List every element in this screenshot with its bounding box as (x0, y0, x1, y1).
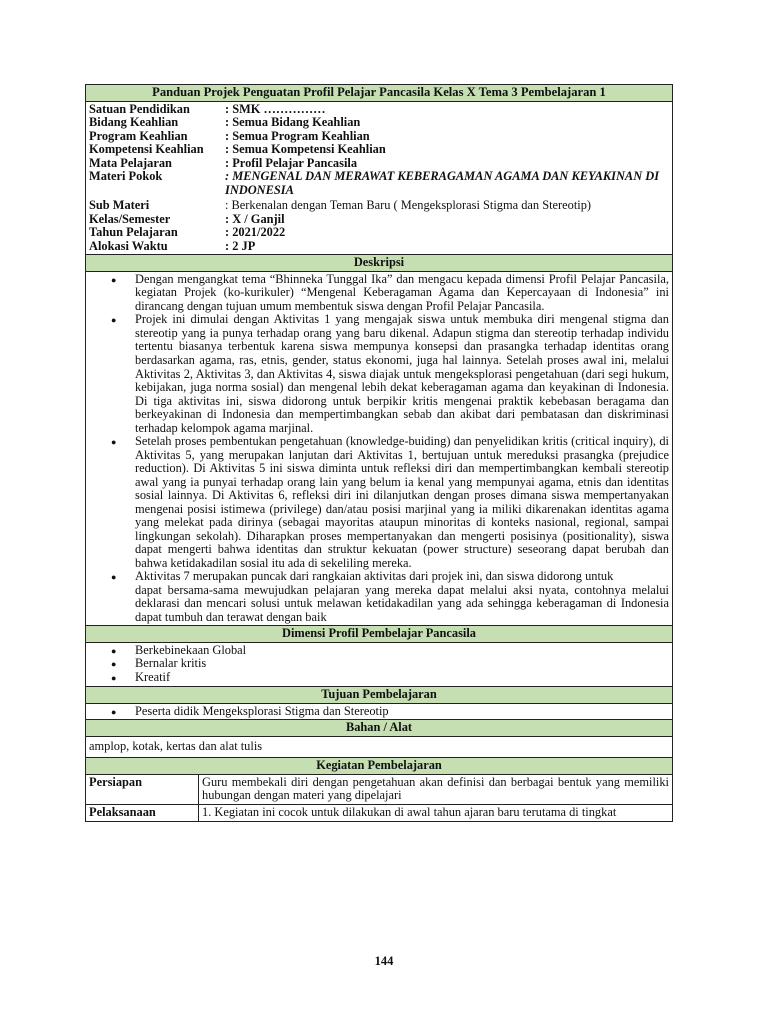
deskripsi-heading: Deskripsi (86, 255, 673, 272)
bahan-text: amplop, kotak, kertas dan alat tulis (86, 736, 673, 758)
info-row (89, 213, 669, 227)
info-value: : Profil Pelajar Pancasila (225, 155, 358, 170)
info-value: : MENGENAL DAN MERAWAT KEBERAGAMAN AGAMA DAN KEYAKINAN DI INDONESIA (225, 169, 660, 197)
info-label: Kompetensi Keahlian (89, 142, 204, 157)
lesson-plan-table (85, 84, 673, 822)
list-item: ● Bernalar kritis (135, 657, 669, 671)
info-value: : Semua Kompetensi Keahlian (225, 142, 386, 157)
dimensi-body (86, 642, 673, 687)
info-row (89, 170, 669, 197)
table-row (86, 804, 673, 821)
deskripsi-list (89, 273, 669, 584)
kegiatan-heading: Kegiatan Pembelajaran (86, 758, 673, 775)
info-row (89, 130, 669, 144)
list-item: ● Berkebinekaan Global (135, 644, 669, 658)
document-title: Panduan Projek Penguatan Profil Pelajar Pancasila Kelas X Tema 3 Pembelajaran 1 (86, 85, 673, 102)
info-label: Bidang Keahlian (89, 115, 179, 130)
info-label: Tahun Pelajaran (89, 225, 178, 240)
list-item: ● Setelah proses pembentukan pengetahuan (knowledge-buiding) dan penyelidikan kritis (critical inquiry), di Aktivitas 5, yang merupakan lanjutan dari Aktivitas 1, bertujuan untuk mereduksi prasangka (prejudice reduction). Di Aktivitas 5 ini siswa diminta untuk refleksi diri dan mempertimbangkan kembali stereotip awal yang ia punyai terhadap orang lain yang belum ia kenal yang mempunyai agama, etnis dan identitas sosial lainnya. Di Aktivitas 6, refleksi diri ini dilanjutkan dengan proses dimana siswa mempertanyakan mengenai posisi istimewa (privilege) dan/atau posisi marjinal yang ia miliki dikarenakan identitas agama yang melekat pada dirinya (sebagai mayoritas ataupun minoritas di konteks nasional, regional, sampai lingkungan sekolah). Diharapkan proses mempertanyakan dan mengerti posisinya (positionality), siswa dapat mengerti bahwa identitas dan struktur kekuatan (power structure) seseorang dapat berubah dan bahwa ketidakadilan sosial itu ada di sekeliling mereka. (135, 435, 669, 570)
bahan-heading: Bahan / Alat (86, 720, 673, 737)
tujuan-list (89, 705, 669, 719)
info-label: Mata Pelajaran (89, 155, 172, 170)
dimensi-list (89, 644, 669, 685)
info-value: : 2021/2022 (225, 225, 286, 240)
info-value: : Semua Bidang Keahlian (225, 115, 361, 130)
tujuan-body (86, 703, 673, 720)
deskripsi-continuation: dapat bersama-sama mewujudkan pelajaran yang mereka dapat melalui aksi nyata, contohnya melalui deklarasi dan mencari solusi untuk melawan ketidakadilan yang ada sehingga keberagaman di Indonesia dapat tumbuh dan terawat dengan baik (135, 582, 669, 624)
info-label: Sub Materi (89, 198, 150, 213)
kegiatan-text: 1. Kegiatan ini cocok untuk dilakukan di awal tahun ajaran baru terutama di tingkat (199, 804, 673, 821)
info-label: Materi Pokok (89, 169, 163, 184)
info-label: Alokasi Waktu (89, 238, 168, 253)
page-number: 144 (374, 954, 394, 968)
table-row (86, 774, 673, 804)
info-row (89, 116, 669, 130)
list-item: ● Aktivitas 7 merupakan puncak dari rangkaian aktivitas dari projek ini, dan siswa didorong untuk (135, 570, 669, 584)
info-block (86, 101, 673, 255)
info-value: : 2 JP (225, 238, 256, 253)
tujuan-heading: Tujuan Pembelajaran (86, 687, 673, 704)
list-item: ● Peserta didik Mengeksplorasi Stigma dan Stereotip (135, 705, 669, 719)
info-row (89, 157, 669, 171)
info-value: : Semua Program Keahlian (225, 128, 370, 143)
info-row (89, 240, 669, 254)
list-item: ● Kreatif (135, 671, 669, 685)
info-value: : Berkenalan dengan Teman Baru ( Mengeksplorasi Stigma dan Stereotip) (225, 198, 592, 213)
kegiatan-label: Persiapan (86, 774, 199, 804)
list-item: ● Projek ini dimulai dengan Aktivitas 1 yang mengajak siswa untuk membuka diri mengenal stigma dan stereotip yang ia punya terhadap orang yang baru dikenal. Adapun stigma dan stereotip terhadap individu tertentu biasanya terbentuk karena siswa mempunya konsepsi dan prasangka terhadap identitas orang berdasarkan agama, ras, etnis, gender, status ekonomi, juga hal lainnya. Setelah proses awal ini, melalui Aktivitas 2, Aktivitas 3, dan Aktivitas 4, siswa diajak untuk mengeksplorasi pengetahuan (dari segi hukum, kebijakan, juga norma sosial) dan mengenal lebih dekat keberagaman agama dan keyakinan di Indonesia. Di tiga aktivitas ini, siswa didorong untuk berpikir kritis mengenai praktik kebebasan beragama dan berkeyakinan di Indonesia dan mempertimbangkan sebab dan akibat dari pembatasan dan diskriminasi terhadap kelompok agama marjinal. (135, 313, 669, 435)
list-item: ● Dengan mengangkat tema “Bhinneka Tunggal Ika” dan mengacu kepada dimensi Profil Pelajar Pancasila, kegiatan Projek (ko-kurikuler) “Mengenal Keberagaman Agama dan Kepercayaan di Indonesia” ini dirancang dengan tujuan umum membentuk siswa dengan Profil Pelajar Pancasila. (135, 273, 669, 314)
dimensi-heading: Dimensi Profil Pembelajar Pancasila (86, 626, 673, 643)
info-label: Program Keahlian (89, 128, 188, 143)
info-value: : SMK …………… (225, 101, 326, 116)
kegiatan-label: Pelaksanaan (86, 804, 199, 821)
info-row (89, 226, 669, 240)
info-row (89, 199, 669, 213)
kegiatan-text: Guru membekali diri dengan pengetahuan akan definisi dan berbagai bentuk yang memiliki hubungan dengan materi yang dipelajari (199, 774, 673, 804)
info-row (89, 143, 669, 157)
info-value: : X / Ganjil (225, 211, 285, 226)
info-row (89, 103, 669, 117)
info-label: Satuan Pendidikan (89, 101, 190, 116)
deskripsi-body (86, 271, 673, 625)
info-label: Kelas/Semester (89, 211, 171, 226)
